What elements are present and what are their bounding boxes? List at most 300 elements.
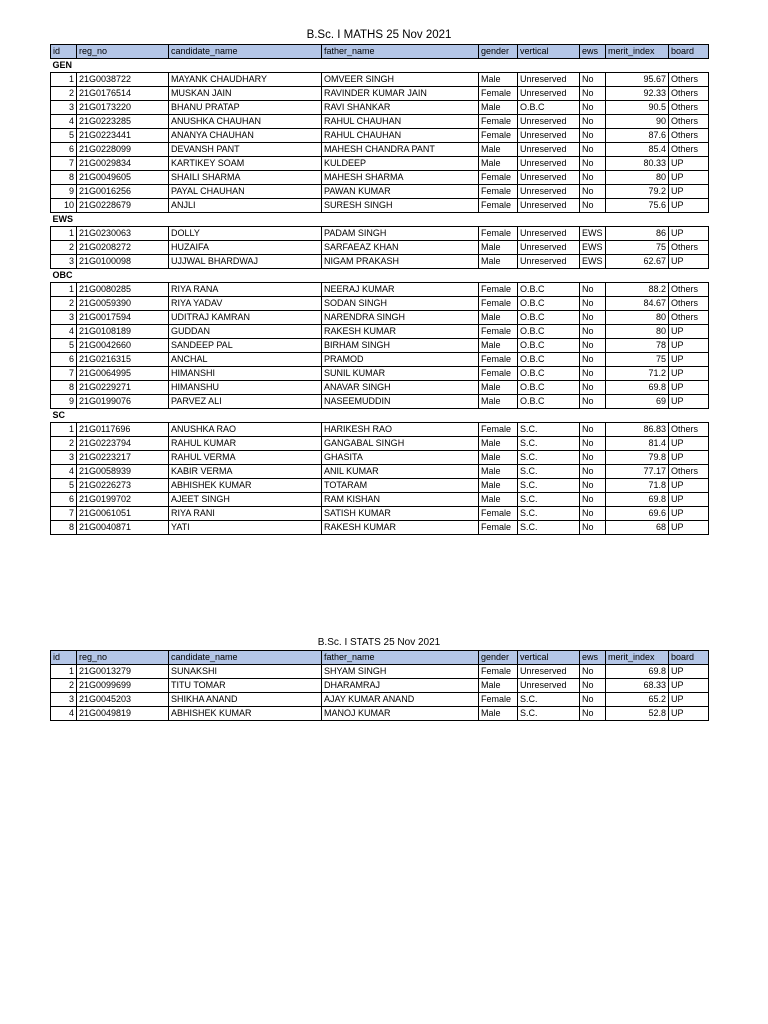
maths-sheet-title: B.Sc. I MATHS 25 Nov 2021 — [306, 29, 452, 41]
cell-vertical: O.B.C — [518, 283, 580, 297]
cell-merit-index: 90.5 — [606, 101, 669, 115]
cell-candidate-name: RAHUL KUMAR — [169, 437, 322, 451]
cell-id: 8 — [51, 521, 77, 535]
cell-board: UP — [669, 367, 709, 381]
cell-reg-no: 21G0226273 — [77, 479, 169, 493]
cell-merit-index: 90 — [606, 115, 669, 129]
table-row — [51, 679, 709, 693]
maths-merit-table-wrapper — [50, 44, 708, 535]
cell-merit-index: 80.33 — [606, 157, 669, 171]
table-row — [51, 115, 709, 129]
cell-gender: Male — [479, 679, 518, 693]
cell-father-name: NASEEMUDDIN — [322, 395, 479, 409]
cell-gender: Male — [479, 255, 518, 269]
cell-father-name: MANOJ KUMAR — [322, 707, 479, 721]
cell-reg-no: 21G0016256 — [77, 185, 169, 199]
cell-board: UP — [669, 255, 709, 269]
cell-reg-no: 21G0017594 — [77, 311, 169, 325]
cell-ews: No — [580, 493, 606, 507]
cell-reg-no: 21G0061051 — [77, 507, 169, 521]
group-label: GEN — [52, 60, 73, 70]
cell-reg-no: 21G0045203 — [77, 693, 169, 707]
cell-board: UP — [669, 665, 709, 679]
cell-board: Others — [669, 241, 709, 255]
stats-merit-table — [50, 650, 709, 721]
cell-vertical: S.C. — [518, 465, 580, 479]
cell-merit-index: 87.6 — [606, 129, 669, 143]
cell-candidate-name: UDITRAJ KAMRAN — [169, 311, 322, 325]
cell-merit-index: 69.8 — [606, 381, 669, 395]
cell-gender: Female — [479, 665, 518, 679]
cell-gender: Male — [479, 143, 518, 157]
cell-ews: No — [580, 325, 606, 339]
cell-reg-no: 21G0223217 — [77, 451, 169, 465]
cell-id: 5 — [51, 479, 77, 493]
cell-merit-index: 79.2 — [606, 185, 669, 199]
cell-candidate-name: TITU TOMAR — [169, 679, 322, 693]
table-row — [51, 707, 709, 721]
cell-father-name: SUNIL KUMAR — [322, 367, 479, 381]
cell-merit-index: 79.8 — [606, 451, 669, 465]
cell-vertical: S.C. — [518, 437, 580, 451]
column-header-board: board — [669, 651, 709, 665]
cell-id: 2 — [51, 437, 77, 451]
cell-reg-no: 21G0173220 — [77, 101, 169, 115]
column-header-id: id — [51, 45, 77, 59]
cell-reg-no: 21G0058939 — [77, 465, 169, 479]
cell-gender: Female — [479, 367, 518, 381]
cell-ews: No — [580, 143, 606, 157]
cell-gender: Male — [479, 339, 518, 353]
cell-candidate-name: RIYA RANI — [169, 507, 322, 521]
cell-father-name: PRAMOD — [322, 353, 479, 367]
table-row — [51, 423, 709, 437]
cell-merit-index: 65.2 — [606, 693, 669, 707]
cell-reg-no: 21G0216315 — [77, 353, 169, 367]
maths-table-body — [51, 59, 709, 535]
cell-ews: No — [580, 353, 606, 367]
cell-board: Others — [669, 311, 709, 325]
cell-merit-index: 71.8 — [606, 479, 669, 493]
stats-sheet-title: B.Sc. I STATS 25 Nov 2021 — [317, 637, 441, 648]
cell-candidate-name: SHIKHA ANAND — [169, 693, 322, 707]
cell-gender: Female — [479, 115, 518, 129]
column-header-gender: gender — [479, 45, 518, 59]
cell-board: UP — [669, 679, 709, 693]
cell-gender: Male — [479, 451, 518, 465]
cell-gender: Female — [479, 521, 518, 535]
column-header-candidate-name: candidate_name — [169, 651, 322, 665]
cell-board: Others — [669, 129, 709, 143]
cell-reg-no: 21G0223441 — [77, 129, 169, 143]
cell-board: UP — [669, 451, 709, 465]
cell-vertical: S.C. — [518, 521, 580, 535]
cell-id: 3 — [51, 255, 77, 269]
table-row — [51, 693, 709, 707]
cell-gender: Female — [479, 325, 518, 339]
cell-father-name: NARENDRA SINGH — [322, 311, 479, 325]
cell-merit-index: 81.4 — [606, 437, 669, 451]
cell-candidate-name: MAYANK CHAUDHARY — [169, 73, 322, 87]
cell-id: 1 — [51, 227, 77, 241]
cell-candidate-name: ABHISHEK KUMAR — [169, 707, 322, 721]
cell-id: 8 — [51, 381, 77, 395]
cell-id: 9 — [51, 185, 77, 199]
cell-merit-index: 84.67 — [606, 297, 669, 311]
cell-board: Others — [669, 465, 709, 479]
cell-reg-no: 21G0080285 — [77, 283, 169, 297]
cell-merit-index: 88.2 — [606, 283, 669, 297]
cell-vertical: S.C. — [518, 479, 580, 493]
column-header-board: board — [669, 45, 709, 59]
cell-merit-index: 80 — [606, 171, 669, 185]
cell-ews: EWS — [580, 227, 606, 241]
cell-reg-no: 21G0230063 — [77, 227, 169, 241]
table-row — [51, 199, 709, 213]
cell-candidate-name: RIYA YADAV — [169, 297, 322, 311]
cell-vertical: S.C. — [518, 451, 580, 465]
cell-father-name: SARFAEAZ KHAN — [322, 241, 479, 255]
cell-id: 4 — [51, 115, 77, 129]
stats-merit-table-wrapper — [50, 650, 708, 721]
cell-reg-no: 21G0040871 — [77, 521, 169, 535]
column-header-merit-index: merit_index — [606, 45, 669, 59]
cell-candidate-name: RIYA RANA — [169, 283, 322, 297]
cell-candidate-name: HIMANSHU — [169, 381, 322, 395]
cell-gender: Female — [479, 227, 518, 241]
cell-board: UP — [669, 185, 709, 199]
cell-gender: Female — [479, 171, 518, 185]
cell-ews: No — [580, 451, 606, 465]
cell-vertical: O.B.C — [518, 297, 580, 311]
cell-id: 4 — [51, 707, 77, 721]
cell-reg-no: 21G0229271 — [77, 381, 169, 395]
cell-ews: No — [580, 395, 606, 409]
cell-board: Others — [669, 87, 709, 101]
cell-vertical: O.B.C — [518, 325, 580, 339]
cell-father-name: ANAVAR SINGH — [322, 381, 479, 395]
column-header-candidate-name: candidate_name — [169, 45, 322, 59]
cell-candidate-name: PARVEZ ALI — [169, 395, 322, 409]
cell-gender: Female — [479, 423, 518, 437]
cell-candidate-name: ABHISHEK KUMAR — [169, 479, 322, 493]
cell-father-name: TOTARAM — [322, 479, 479, 493]
cell-vertical: Unreserved — [518, 185, 580, 199]
cell-vertical: O.B.C — [518, 395, 580, 409]
cell-reg-no: 21G0199702 — [77, 493, 169, 507]
cell-merit-index: 85.4 — [606, 143, 669, 157]
cell-id: 2 — [51, 297, 77, 311]
cell-id: 1 — [51, 665, 77, 679]
table-row — [51, 521, 709, 535]
cell-father-name: SODAN SINGH — [322, 297, 479, 311]
cell-father-name: NIGAM PRAKASH — [322, 255, 479, 269]
cell-ews: No — [580, 199, 606, 213]
cell-board: Others — [669, 297, 709, 311]
cell-vertical: Unreserved — [518, 171, 580, 185]
cell-merit-index: 80 — [606, 325, 669, 339]
cell-reg-no: 21G0176514 — [77, 87, 169, 101]
cell-candidate-name: DOLLY — [169, 227, 322, 241]
table-row — [51, 185, 709, 199]
cell-reg-no: 21G0038722 — [77, 73, 169, 87]
table-row — [51, 283, 709, 297]
table-row — [51, 297, 709, 311]
cell-ews: No — [580, 297, 606, 311]
cell-vertical: Unreserved — [518, 199, 580, 213]
cell-father-name: MAHESH CHANDRA PANT — [322, 143, 479, 157]
cell-board: UP — [669, 693, 709, 707]
cell-merit-index: 86 — [606, 227, 669, 241]
table-row — [51, 367, 709, 381]
cell-father-name: PAWAN KUMAR — [322, 185, 479, 199]
cell-reg-no: 21G0059390 — [77, 297, 169, 311]
cell-father-name: RAKESH KUMAR — [322, 325, 479, 339]
cell-ews: No — [580, 101, 606, 115]
cell-ews: No — [580, 465, 606, 479]
cell-id: 6 — [51, 493, 77, 507]
cell-merit-index: 71.2 — [606, 367, 669, 381]
column-header-merit-index: merit_index — [606, 651, 669, 665]
cell-gender: Male — [479, 437, 518, 451]
cell-ews: No — [580, 507, 606, 521]
table-row — [51, 339, 709, 353]
cell-ews: No — [580, 437, 606, 451]
table-row — [51, 493, 709, 507]
table-row — [51, 101, 709, 115]
cell-candidate-name: SHAILI SHARMA — [169, 171, 322, 185]
cell-father-name: BIRHAM SINGH — [322, 339, 479, 353]
cell-board: Others — [669, 115, 709, 129]
cell-merit-index: 95.67 — [606, 73, 669, 87]
group-row — [51, 409, 709, 423]
cell-father-name: SATISH KUMAR — [322, 507, 479, 521]
cell-id: 8 — [51, 171, 77, 185]
cell-candidate-name: ANUSHKA RAO — [169, 423, 322, 437]
cell-father-name: RAVI SHANKAR — [322, 101, 479, 115]
cell-merit-index: 75 — [606, 353, 669, 367]
table-row — [51, 227, 709, 241]
cell-board: UP — [669, 507, 709, 521]
cell-id: 7 — [51, 157, 77, 171]
cell-father-name: RAKESH KUMAR — [322, 521, 479, 535]
cell-gender: Female — [479, 693, 518, 707]
cell-board: Others — [669, 101, 709, 115]
cell-board: UP — [669, 325, 709, 339]
cell-gender: Female — [479, 129, 518, 143]
cell-father-name: ANIL KUMAR — [322, 465, 479, 479]
cell-candidate-name: DEVANSH PANT — [169, 143, 322, 157]
cell-id: 9 — [51, 395, 77, 409]
cell-candidate-name: UJJWAL BHARDWAJ — [169, 255, 322, 269]
cell-vertical: Unreserved — [518, 129, 580, 143]
cell-vertical: S.C. — [518, 507, 580, 521]
cell-ews: No — [580, 87, 606, 101]
cell-merit-index: 75.6 — [606, 199, 669, 213]
cell-father-name: RAM KISHAN — [322, 493, 479, 507]
cell-candidate-name: BHANU PRATAP — [169, 101, 322, 115]
cell-gender: Female — [479, 185, 518, 199]
cell-vertical: S.C. — [518, 693, 580, 707]
table-row — [51, 87, 709, 101]
cell-board: UP — [669, 199, 709, 213]
cell-candidate-name: ANUSHKA CHAUHAN — [169, 115, 322, 129]
cell-father-name: SHYAM SINGH — [322, 665, 479, 679]
cell-id: 10 — [51, 199, 77, 213]
cell-ews: No — [580, 311, 606, 325]
cell-reg-no: 21G0013279 — [77, 665, 169, 679]
table-row — [51, 171, 709, 185]
table-header-row — [51, 651, 709, 665]
cell-board: UP — [669, 171, 709, 185]
cell-vertical: Unreserved — [518, 679, 580, 693]
cell-gender: Male — [479, 73, 518, 87]
cell-id: 2 — [51, 679, 77, 693]
column-header-vertical: vertical — [518, 651, 580, 665]
cell-candidate-name: HIMANSHI — [169, 367, 322, 381]
cell-id: 4 — [51, 325, 77, 339]
table-row — [51, 241, 709, 255]
cell-reg-no: 21G0223794 — [77, 437, 169, 451]
cell-ews: No — [580, 381, 606, 395]
cell-candidate-name: AJEET SINGH — [169, 493, 322, 507]
cell-father-name: PADAM SINGH — [322, 227, 479, 241]
cell-ews: No — [580, 693, 606, 707]
column-header-id: id — [51, 651, 77, 665]
cell-id: 7 — [51, 507, 77, 521]
cell-merit-index: 69.8 — [606, 665, 669, 679]
cell-merit-index: 77.17 — [606, 465, 669, 479]
table-row — [51, 507, 709, 521]
cell-vertical: O.B.C — [518, 311, 580, 325]
table-row — [51, 73, 709, 87]
cell-vertical: S.C. — [518, 707, 580, 721]
cell-merit-index: 69.6 — [606, 507, 669, 521]
cell-merit-index: 92.33 — [606, 87, 669, 101]
cell-ews: No — [580, 423, 606, 437]
group-row — [51, 59, 709, 73]
table-row — [51, 381, 709, 395]
cell-board: UP — [669, 381, 709, 395]
cell-merit-index: 62.67 — [606, 255, 669, 269]
cell-ews: No — [580, 157, 606, 171]
cell-gender: Male — [479, 241, 518, 255]
cell-father-name: MAHESH SHARMA — [322, 171, 479, 185]
cell-vertical: Unreserved — [518, 255, 580, 269]
cell-vertical: O.B.C — [518, 101, 580, 115]
cell-father-name: RAVINDER KUMAR JAIN — [322, 87, 479, 101]
cell-merit-index: 68.33 — [606, 679, 669, 693]
table-row — [51, 255, 709, 269]
cell-father-name: GANGABAL SINGH — [322, 437, 479, 451]
table-row — [51, 325, 709, 339]
cell-candidate-name: GUDDAN — [169, 325, 322, 339]
cell-candidate-name: KABIR VERMA — [169, 465, 322, 479]
cell-merit-index: 80 — [606, 311, 669, 325]
cell-vertical: Unreserved — [518, 143, 580, 157]
cell-board: Others — [669, 423, 709, 437]
cell-gender: Female — [479, 297, 518, 311]
cell-candidate-name: ANJLI — [169, 199, 322, 213]
cell-board: UP — [669, 479, 709, 493]
cell-gender: Male — [479, 493, 518, 507]
cell-board: UP — [669, 707, 709, 721]
cell-father-name: RAHUL CHAUHAN — [322, 129, 479, 143]
cell-board: Others — [669, 143, 709, 157]
table-row — [51, 157, 709, 171]
cell-board: UP — [669, 339, 709, 353]
column-header-reg-no: reg_no — [77, 45, 169, 59]
cell-reg-no: 21G0099699 — [77, 679, 169, 693]
cell-vertical: Unreserved — [518, 157, 580, 171]
cell-reg-no: 21G0049605 — [77, 171, 169, 185]
cell-gender: Female — [479, 283, 518, 297]
group-label: OBC — [52, 270, 73, 280]
cell-id: 2 — [51, 87, 77, 101]
cell-reg-no: 21G0228679 — [77, 199, 169, 213]
cell-gender: Male — [479, 465, 518, 479]
cell-candidate-name: SUNAKSHI — [169, 665, 322, 679]
cell-id: 4 — [51, 465, 77, 479]
cell-father-name: DHARAMRAJ — [322, 679, 479, 693]
cell-id: 1 — [51, 73, 77, 87]
cell-board: UP — [669, 395, 709, 409]
group-row — [51, 213, 709, 227]
cell-ews: No — [580, 283, 606, 297]
cell-candidate-name: ANCHAL — [169, 353, 322, 367]
cell-candidate-name: MUSKAN JAIN — [169, 87, 322, 101]
cell-id: 3 — [51, 311, 77, 325]
cell-reg-no: 21G0228099 — [77, 143, 169, 157]
cell-candidate-name: ANANYA CHAUHAN — [169, 129, 322, 143]
group-row — [51, 269, 709, 283]
table-row — [51, 479, 709, 493]
group-label: SC — [52, 410, 66, 420]
table-row — [51, 451, 709, 465]
cell-ews: EWS — [580, 255, 606, 269]
cell-gender: Male — [479, 311, 518, 325]
table-row — [51, 311, 709, 325]
group-label: EWS — [52, 214, 74, 224]
cell-reg-no: 21G0199076 — [77, 395, 169, 409]
cell-father-name: GHASITA — [322, 451, 479, 465]
cell-vertical: Unreserved — [518, 241, 580, 255]
cell-id: 6 — [51, 143, 77, 157]
cell-candidate-name: YATI — [169, 521, 322, 535]
cell-merit-index: 68 — [606, 521, 669, 535]
cell-ews: No — [580, 521, 606, 535]
cell-merit-index: 52.8 — [606, 707, 669, 721]
table-row — [51, 395, 709, 409]
cell-gender: Male — [479, 157, 518, 171]
column-header-vertical: vertical — [518, 45, 580, 59]
cell-father-name: SURESH SINGH — [322, 199, 479, 213]
column-header-ews: ews — [580, 45, 606, 59]
maths-merit-table — [50, 44, 709, 535]
cell-gender: Male — [479, 707, 518, 721]
cell-gender: Male — [479, 479, 518, 493]
cell-father-name: RAHUL CHAUHAN — [322, 115, 479, 129]
cell-gender: Female — [479, 87, 518, 101]
table-header-row — [51, 45, 709, 59]
cell-vertical: O.B.C — [518, 367, 580, 381]
table-row — [51, 665, 709, 679]
column-header-father-name: father_name — [322, 651, 479, 665]
cell-id: 7 — [51, 367, 77, 381]
cell-ews: No — [580, 185, 606, 199]
cell-merit-index: 75 — [606, 241, 669, 255]
cell-gender: Male — [479, 101, 518, 115]
